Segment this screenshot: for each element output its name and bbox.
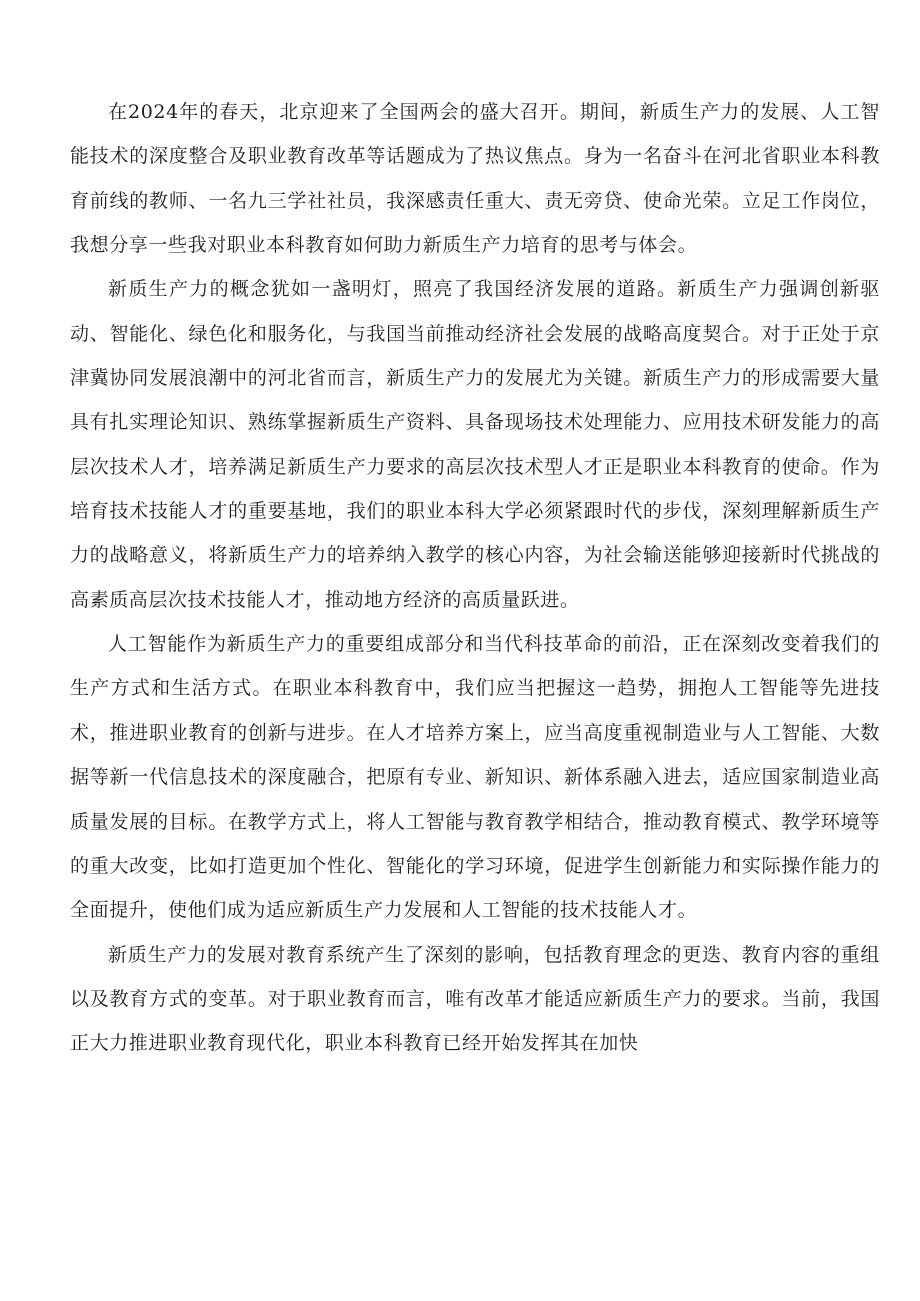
document-page: [70, 90, 880, 1066]
paragraph-new-productivity: 新质生产力的概念犹如一盏明灯，照亮了我国经济发展的道路。新质生产力强调创新驱动、智能化、绿色化和服务化，与我国当前推动经济社会发展的战略高度契合。对于正处于京津冀协同发展浪潮中的河北省而言，新质生产力的发展尤为关键。新质生产力的形成需要大量具有扎实理论知识、熟练掌握新质生产资料、具备现场技术处理能力、应用技术研发能力的高层次技术人才，培养满足新质生产力要求的高层次技术型人才正是职业本科教育的使命。作为培育技术技能人才的重要基地，我们的职业本科大学必须紧跟时代的步伐，深刻理解新质生产力的战略意义，将新质生产力的培养纳入教学的核心内容，为社会输送能够迎接新时代挑战的高素质高层次技术技能人才，推动地方经济的高质量跃进。: [70, 278, 880, 611]
paragraph-intro: 在2024年的春天，北京迎来了全国两会的盛大召开。期间，新质生产力的发展、人工智能技术的深度整合及职业教育改革等话题成为了热议焦点。身为一名奋斗在河北省职业本科教育前线的教师、一名九三学社社员，我深感责任重大、责无旁贷、使命光荣。立足工作岗位，我想分享一些我对职业本科教育如何助力新质生产力培育的思考与体会。: [70, 101, 880, 257]
paragraph-reform: 新质生产力的发展对教育系统产生了深刻的影响，包括教育理念的更迭、教育内容的重组以及教育方式的变革。对于职业教育而言，唯有改革才能适应新质生产力的要求。当前，我国正大力推进职业教育现代化，职业本科教育已经开始发挥其在加快: [70, 943, 880, 1055]
paragraph-ai: 人工智能作为新质生产力的重要组成部分和当代科技革命的前沿，正在深刻改变着我们的生产方式和生活方式。在职业本科教育中，我们应当把握这一趋势，拥抱人工智能等先进技术，推进职业教育的创新与进步。在人才培养方案上，应当高度重视制造业与人工智能、大数据等新一代信息技术的深度融合，把原有专业、新知识、新体系融入进去，适应国家制造业高质量发展的目标。在教学方式上，将人工智能与教育教学相结合，推动教育模式、教学环境等的重大改变，比如打造更加个性化、智能化的学习环境，促进学生创新能力和实际操作能力的全面提升，使他们成为适应新质生产力发展和人工智能的技术技能人才。: [70, 633, 880, 922]
